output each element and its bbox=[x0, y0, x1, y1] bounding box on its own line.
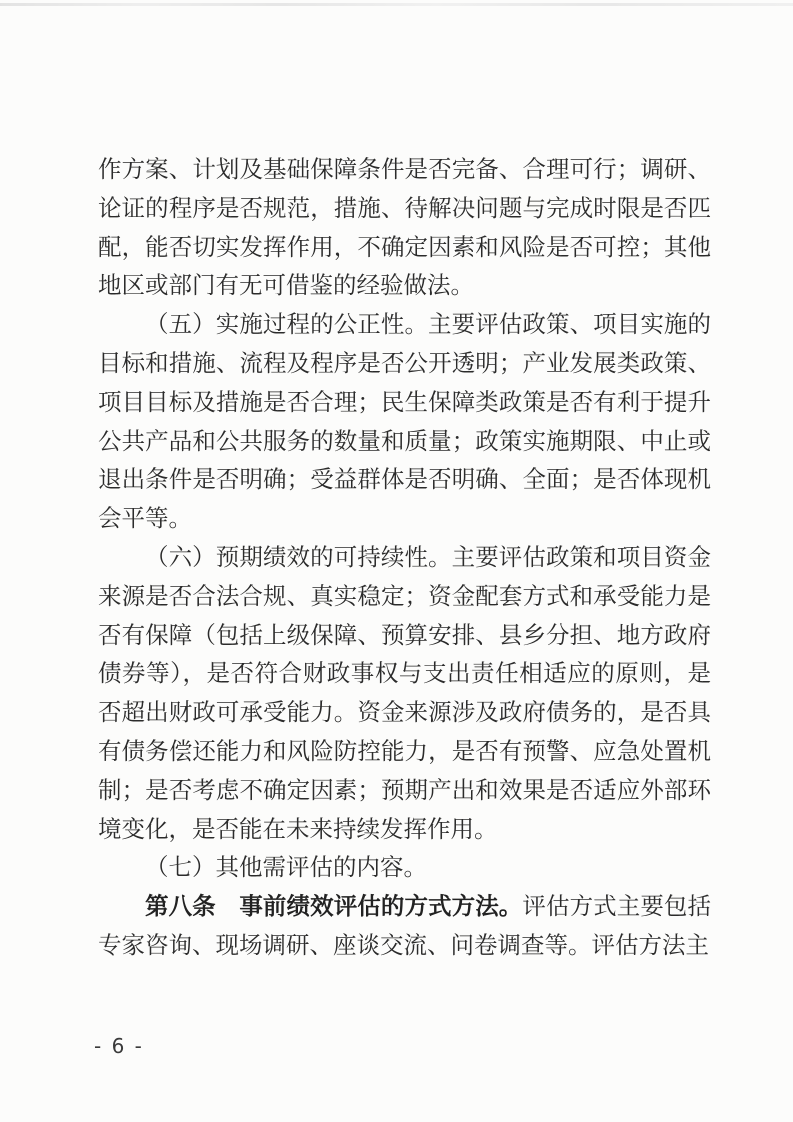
scan-artifact-line bbox=[0, 3, 793, 6]
page-number: - 6 - bbox=[94, 1034, 144, 1058]
document-body bbox=[98, 150, 711, 965]
paragraph-article-8 bbox=[98, 887, 711, 965]
paragraph-item-6-sustainability: （六）预期绩效的可持续性。主要评估政策和项目资金来源是否合法合规、真实稳定；资金配套方式和承受能力是否有保障（包括上级保障、预算安排、县乡分担、地方政府债券等），是否符合财政事权与支出责任相适应的原则，是否超出财政可承受能力。资金来源涉及政府债务的，是否具有债务偿还能力和风险防控能力，是否有预警、应急处置机制；是否考虑不确定因素；预期产出和效果是否适应外部环境变化，是否能在未来持续发挥作用。 bbox=[98, 542, 711, 843]
paragraph-item-7-other: （七）其他需评估的内容。 bbox=[145, 853, 427, 882]
article-8-heading: 第八条 事前绩效评估的方式方法。 bbox=[145, 892, 523, 921]
paragraph-continuation: 作方案、计划及基础保障条件是否完备、合理可行；调研、论证的程序是否规范，措施、待解决问题与完成时限是否匹配，能否切实发挥作用，不确定因素和风险是否可控；其他地区或部门有无可借鉴的经验做法。 bbox=[98, 155, 711, 300]
article-8-body: 评估方式主要包括专家咨询、现场调研、座谈交流、问卷调查等。评估方法主 bbox=[98, 892, 711, 959]
paragraph-item-5-fairness: （五）实施过程的公正性。主要评估政策、项目实施的目标和措施、流程及程序是否公开透明；产业发展类政策、项目目标及措施是否合理；民生保障类政策是否有利于提升公共产品和公共服务的数量和质量；政策实施期限、中止或退出条件是否明确；受益群体是否明确、全面；是否体现机会平等。 bbox=[98, 310, 711, 533]
